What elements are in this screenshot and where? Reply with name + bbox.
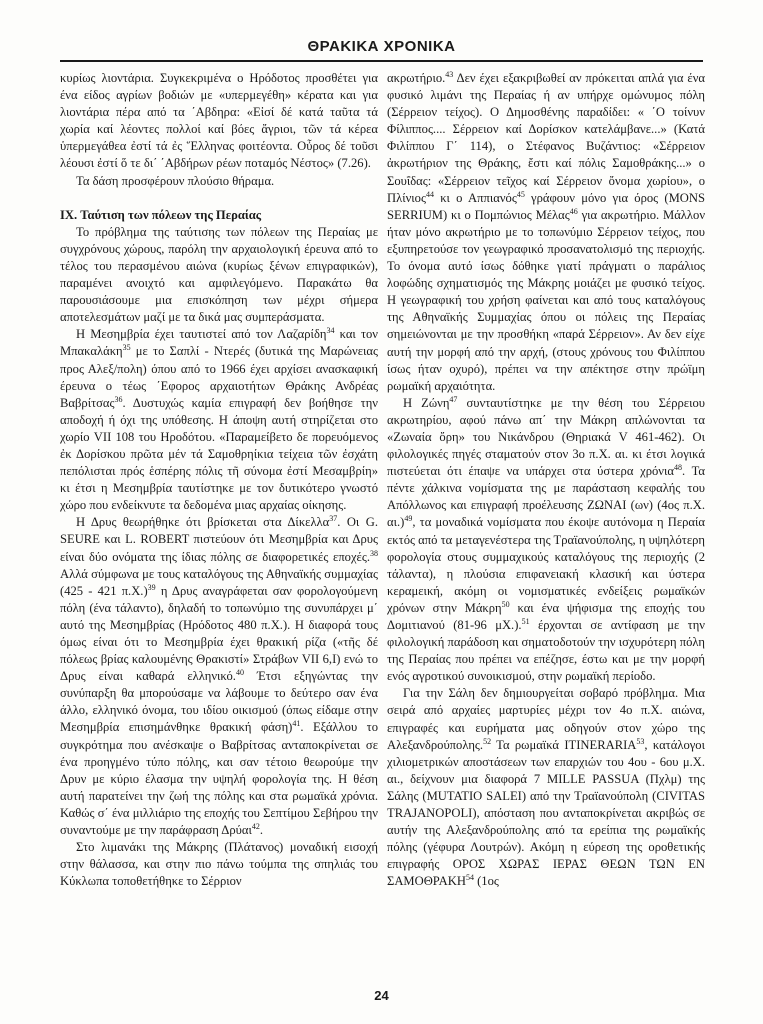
paragraph (387, 70, 705, 395)
paragraph: Στο λιμανάκι της Μάκρης (Πλάτανος) μοναδική εισοχή στην θάλασσα, και στην πιο πάνω τούμπα της σπηλιάς του Κύκλωπα τοποθετήθηκε το Σέρριον (60, 840, 378, 889)
page-number: 24 (374, 988, 389, 1003)
footnote-ref: 50 (501, 599, 510, 609)
footnote-ref: 52 (483, 736, 492, 746)
footnote-ref: 41 (292, 719, 301, 729)
footnote-ref: 46 (569, 206, 578, 216)
text-run: . Εξάλλου το συγκρότημα που ανέσκαψε ο Βαβρίτσας ανταποκρίνεται σε ένα προηγμένο τύπο πόλης, και σαν τέτοιο θεωρούμε την Δρυν με κύριο έλασμα την υψηλή φορολογία της. Η θέση αυτή παρατείνει την ζωή της πόλης και στα ρωμαϊκά χρόνια. Καθώς σ΄ ένα μιλλιάριο της εποχής του Σεπτίμου Σεβήρου την συναντούμε με την παράφραση Δρύαι (60, 720, 378, 838)
footnote-ref: 38 (370, 548, 378, 558)
text-run: Για την Σάλη δεν δημιουργείται σοβαρό πρόβλημα. Μια σειρά από αρχαίες μαρτυρίες μέχρι τον 4ο π.Χ. αιώνα, επιγραφές και ευρήματα μας οδηγούν στον χώρο της Αλεξανδρούπολης. (387, 686, 705, 752)
right-column (387, 70, 705, 891)
footnote-ref: 39 (147, 582, 156, 592)
paragraph (387, 395, 705, 686)
text-run: Η Μεσημβρία έχει ταυτιστεί από τον Λαζαρίδη (76, 327, 327, 342)
text-run: για ακρωτήριο. Μάλλον ήταν μόνο ακρωτήριο με το τοπωνύμιο Σέρρειον τείχος, που εξυπηρετούσε τον γεωγραφικό προσανατολισμό της περιοχής. Το όνομα αυτό ίσως δόθηκε γιατί πράγματι ο παράλιος λοφώδης σχηματισμός της Μάκρης μοιάζει με φυσικό τείχος. Η γεωγραφική του χρήση φαίνεται και από τους καταλόγους της Αθηναϊκής Συμμαχίας όπου οι πόλεις της Περαίας σημειώνονται με την προσθήκη «παρά Σέρρειον». Αν δεν είχε αυτή την μορφή από την αρχή, (στους χρόνους του Φιλίππου ίσως ήταν οχυρό), πρέπει να την απέκτησε στην πρώϊμη ρωμαϊκή αρχαιότητα. (387, 207, 706, 393)
left-column (60, 70, 378, 890)
paragraph: Το πρόβλημα της ταύτισης των πόλεων της Περαίας με συγχρόνους χώρους, παρόλη την αρχαιολογική έρευνα από το τέλος του περασμένου αιώνα (κυρίως ξένων επιγραφικών), παραμένει ανοιχτό και αμφιλεγόμενο. Παρακάτω θα παρουσιάσουμε μια επισκόπηση των μέχρι σήμερα αποτελεσμάτων μαζί με τα δικά μας συμπεράσματα. (60, 224, 378, 325)
footnote-ref: 43 (445, 70, 454, 79)
text-run: . (259, 823, 264, 838)
text-run: Έτσι εξηγώντας την συνύπαρξη θα μπορούσαμε να λάβουμε το δεύτερο σαν ένα άλλο, ελληνικό όνομα, του ιδίου οικισμού (όπως είδαμε στην Μεσημβρία επισημάνθηκε θρακική φάση) (60, 669, 378, 735)
text-run: , τα μοναδικά νομίσματα που έκοψε αυτόνομα η Περαία εκτός από τα μεταγενέστερα της Τραϊανούπολης, η υψηλότερη φορολογία στους συμμαχικούς καταλόγους της περιοχής (2 τάλαντα), η πλούσια επιφανειακή κλασική και ύστερα κεραμεική, ακόμη οι νομισματικές ενδείξεις ρωμαϊκών χρόνων στην Μάκρη (387, 515, 705, 615)
text-run: Η Δρυς θεωρήθηκε ότι βρίσκεται στα Δίκελλα (76, 515, 330, 530)
footnote-ref: 54 (465, 873, 474, 883)
text-run: Αλλά σύμφωνα με τους καταλόγους της Αθηναϊκής συμμαχίας (425 - 421 π.Χ.) (60, 566, 378, 598)
footnote-ref: 47 (449, 394, 458, 404)
paragraph: Τα δάση προσφέρουν πλούσιο θήραμα. (76, 173, 275, 188)
text-run: . Οι G. SEURE και L. ROBERT πιστεύουν ότι Μεσημβρία και Δρυς είναι δύο ονόματα της ίδιας πόλης σε διαφορετικές εποχές. (60, 515, 378, 564)
text-run: , κατάλογοι χιλιομετρικών αποστάσεων των επαρχιών του 4ου - 6ου μ.Χ. αι., δείχνουν μια διαφορά 7 MILLE PASSUA (Πχλμ) της Σάλης (MUTATIO SALEI) από την Τραϊανούπολη (CIVITAS TRAJANOPOLI), απόσταση που ανταποκρίνεται ακριβώς σε αυτήν της Αλεξανδρούπολης από τα ερείπια της ρωμαϊκής πόλης (γέφυρα Λουτρών). Ακόμη η εύρεση της οροθετικής επιγραφής ΟΡΟΣ ΧΩΡΑΣ ΙΕΡΑΣ ΘΕΩΝ ΤΩΝ ΕΝ ΣΑΜΟΘΡΑΚΗ (387, 737, 705, 889)
text-run: ακρωτήριο. (387, 71, 446, 85)
text-run: και τον Μπακαλάκη (60, 327, 378, 359)
footnote-ref: 44 (425, 189, 434, 199)
footnote-ref: 53 (636, 736, 645, 746)
footnote-ref: 49 (404, 514, 413, 524)
footnote-ref: 37 (329, 514, 338, 524)
paragraph: κυρίως λιοντάρια. Συγκεκριμένα ο Ηρόδοτος προσθέτει για ένα είδος αγρίων βοδιών με «υπερμεγέθη» κέρατα και για λιοντάρια πέρα από τα ΄Αβδηρα: «Εἰσί δέ κατά ταῦτα τά χωρία καί λέοντες πολλοί καί βόες ἄγριοι, τῶν τά κέρεα ὑπερμεγάθεα ἐστί τά ἐς Ἕλληνας φοιτέοντα. Οὖρος δέ τοῦσι λέουσι ἐστί ὅ τε δι΄ ΄Αβδήρων ρέων ποταμός Νέστος» (7.26). (60, 71, 378, 171)
footnote-ref: 45 (516, 189, 525, 199)
text-run: συνταυτίστηκε με την θέση του Σέρρειου ακρωτηρίου, αφού πάνω απ΄ την Μάκρη απλώνονται τα «Ζωναία ὄρη» του Νικάνδρου (Θηριακά V 461-462). Οι φιλολογικές πηγές σταματούν στον 3ο π.Χ. αι. κι έτσι λογικά πιστεύεται ότι έπαψε να υπάρχει στα ύστερα χρόνια (387, 395, 705, 479)
paragraph (60, 326, 378, 514)
footnote-ref: 35 (122, 343, 131, 353)
text-run: . Τα πέντε χάλκινα νομίσματα της με παράσταση κεφαλής του Απόλλωνος και επιγραφή προέλευσης ΖΩΝΑΙ (ων) (4ος π.Χ. αι.) (387, 464, 705, 530)
footnote-ref: 48 (673, 463, 682, 473)
text-run: με το Σαπλί - Ντερές (δυτικά της Μαρώνειας προς Αλεξ/πολη) όπου από το 1966 έχει αρχίσει ανασκαφική έρευνα ο τέως ΄Εφορος αρχαιοτήτων Θράκης Ανδρέας Βαβρίτσας (60, 344, 378, 410)
section-heading: IX. Ταύτιση των πόλεων της Περαίας (60, 207, 262, 222)
text-run: η Δρυς αναγράφεται σαν φορολογούμενη πόλη (ένα τάλαντο), δηλαδή το τοπωνύμιο της συνυπάρχει μ΄ αυτό της Μεσημβρίας (Ηρόδοτος 480 π.Χ.). Η διαφορά τους όμως είναι ότι το Μεσημβρία έχει θρακική ρίζα («τῆς δέ πόλεως βρίας καλουμένης Θρακιστί» Στράβων VII 6,I) ενώ το Δρυς είναι καθαρά ελληνικό. (60, 583, 378, 684)
footnote-ref: 40 (235, 668, 244, 678)
footnote-ref: 51 (521, 617, 530, 626)
text-run: . Δυστυχώς καμία επιγραφή δεν βοήθησε την αποδοχή ή όχι της υπόθεσης. Η άποψη αυτή στηρίζεται στο χωρίο VII 108 του Ηροδότου. «Παραμείβετο δε πορευόμενος ἐκ Δορίσκου πρῶτα μέν τά Σαμοθρηίκια τείχεια τῶν ἐσχάτη πεπόλισται πρός ἑσπέρης πόλις τῆ σύνομα ἐστί Μεσαμβρίη» κι έτσι η Μεσημβρία ταυτίστηκε με τον δυτικότερο γνωστό χώρο που ενδείκνυτε τα δεδομένα μιας αρχαίας οίκησης. (60, 395, 378, 513)
text-run: Δεν έχει εξακριβωθεί αν πρόκειται απλά για ένα φυσικό λιμάνι της Περαίας ή αν υπήρχε ομώνυμος πόλη (Σέρρειον τείχος). Ο Δημοσθένης παραδίδει: « ΄Ο τοίνυν Φίλιππος.... Σέρρειον καί Δορίσκον κατελάμβανε...» (Κατά Φιλίππου Γ΄ 114), ο Στέφανος Βυζάντιος: «Σέρρειον ἀκρωτήριον της Θράκης, ἔστι καί πόλις Σαμοθράκης...» ο Σουΐδας: «Σέρρειον τεῖχος καί Σέρρειον ὄνομα χωρίου», ο Πλίνιος (387, 71, 705, 205)
text-run: γράφουν μόνο για όρος (MONS SERRIUM) κι ο Πομπώνιος Μέλας (387, 190, 705, 222)
footnote-ref: 34 (326, 326, 335, 336)
paragraph (60, 514, 378, 839)
footnote-ref: 36 (114, 394, 123, 404)
running-head: ΘΡΑΚΙΚΑ ΧΡΟΝΙΚΑ (307, 38, 456, 55)
header-rule (60, 60, 703, 62)
paragraph (387, 685, 705, 890)
text-run: Τα ρωμαϊκά ITINERARIA (491, 737, 637, 752)
footnote-ref: 42 (251, 822, 260, 832)
text-run: και ένα ψήφισμα της εποχής του Δομιτιανού (81-96 μΧ.). (387, 600, 705, 632)
text-run: κι ο Αππιανός (433, 190, 517, 205)
text-run: (1ος (473, 874, 499, 889)
text-run: έρχονται σε αντίφαση με την φιλολογική παράδοση και σηματοδοτούν την ισχυρότερη πόλη της Περαίας που πρέπει να επέζησε, έστω και με την μορφή ενός αγροτικού συνοικισμού, στην ρωμαϊκή περίοδο. (387, 618, 705, 684)
text-run: Η Ζώνη (403, 395, 450, 410)
